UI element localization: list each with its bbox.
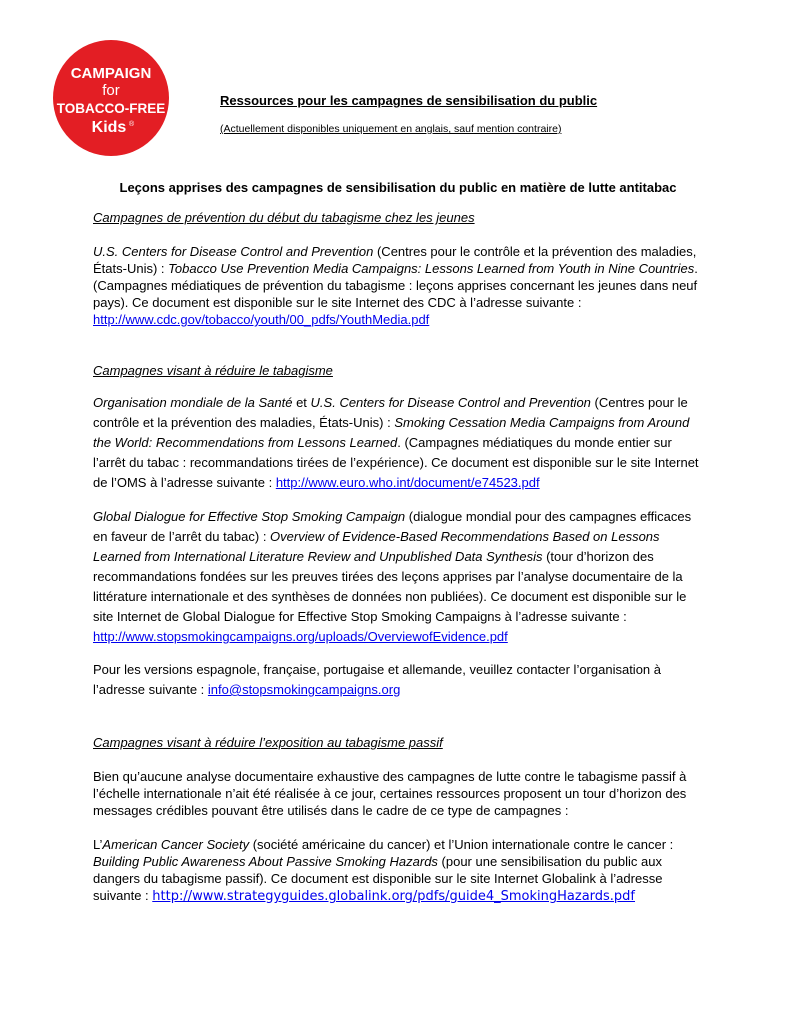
link-who-document[interactable]: http://www.euro.who.int/document/e74523.pdf — [275, 475, 540, 490]
document-title: Smoking Cessation Media Campaigns from Around the World: Recommendations from Lessons Learned — [93, 415, 690, 450]
link-globalink-guide[interactable]: http://www.strategyguides.globalink.org/pdfs/guide4_SmokingHazards.pdf — [152, 889, 636, 904]
section-title-passive-smoking: Campagnes visant à réduire l’exposition au tabagisme passif — [93, 735, 443, 750]
org-name: U.S. Centers for Disease Control and Prevention — [93, 244, 374, 259]
paragraph-text: (société américaine du cancer) et l’Union internationale contre le cancer : — [249, 837, 674, 852]
org-name: U.S. Centers for Disease Control and Prevention — [310, 395, 591, 410]
logo-line-2: for — [102, 82, 120, 99]
document-body — [93, 179, 703, 905]
paragraph-text: (Centres pour le contrôle et la prévention des maladies, États-Unis) : — [93, 244, 697, 276]
logo-registered: ® — [129, 121, 135, 128]
paragraph-text: Pour les versions espagnole, française, portugaise et allemande, veuillez contacter l’organisation à l’adresse suivante : — [93, 662, 661, 697]
logo-mark — [53, 40, 169, 156]
main-heading: Leçons apprises des campagnes de sensibilisation du public en matière de lutte antitabac — [119, 180, 677, 195]
paragraph-text: . (Campagnes médiatiques de prévention du tabagisme : leçons apprises concernant les jeunes dans neuf pays). Ce document est disponible sur le site Internet des CDC à l’adresse suivante : — [93, 261, 698, 310]
paragraph-text: (Centres pour le contrôle et la prévention des maladies, États-Unis) : — [93, 395, 688, 430]
page-subtitle: (Actuellement disponibles uniquement en anglais, sauf mention contraire) — [220, 123, 562, 135]
paragraph-cdc-youth — [93, 243, 703, 328]
paragraph-text: et — [292, 395, 311, 410]
paragraph-acs-uicc — [93, 836, 703, 905]
document-title: Tobacco Use Prevention Media Campaigns: Lessons Learned from Youth in Nine Countries — [168, 261, 695, 276]
logo-line-3: TOBACCO-FREE — [56, 101, 166, 116]
paragraph-text: (tour d’horizon des recommandations fondées sur les preuves tirées des leçons apprises par l’analyse documentaire de la littérature internationale et des synthèses de données non publiées). Ce document est disponible sur le site Internet de Global Dialogue for Effective Stop Smoking Campaigns à l’adresse suivante : — [93, 549, 687, 624]
page-title: Ressources pour les campagnes de sensibilisation du public — [220, 93, 598, 108]
logo-line-4: Kids — [91, 119, 127, 136]
document-title: Overview of Evidence-Based Recommendations Based on Lessons Learned from International Literature Review and Unpublished Data Synthesis — [93, 529, 660, 564]
paragraph-language-versions — [93, 660, 703, 700]
paragraph-global-dialogue — [93, 507, 703, 647]
org-name: American Cancer Society — [102, 837, 250, 852]
paragraph-who-cdc — [93, 393, 703, 493]
paragraph-text: . (Campagnes médiatiques du monde entier sur l’arrêt du tabac : recommandations tirées de l’expérience). Ce document est disponible sur le site Internet de l’OMS à l’adresse suivante : — [93, 435, 699, 490]
paragraph-text: (pour une sensibilisation du public aux dangers du tabagisme passif). Ce document est disponible sur le site Internet Globalink à l’adresse suivante : — [93, 854, 663, 903]
document-title: Building Public Awareness About Passive Smoking Hazards — [93, 854, 438, 869]
email-link[interactable]: info@stopsmokingcampaigns.org — [207, 682, 401, 697]
section-title-youth-prevention: Campagnes de prévention du début du tabagisme chez les jeunes — [93, 210, 475, 225]
logo-line-1: CAMPAIGN — [70, 65, 152, 82]
section-title-reduce-smoking: Campagnes visant à réduire le tabagisme — [93, 363, 333, 378]
org-name: Organisation mondiale de la Santé — [93, 395, 293, 410]
paragraph-text: L’ — [93, 837, 103, 852]
link-cdc-youth-media[interactable]: http://www.cdc.gov/tobacco/youth/00_pdfs/YouthMedia.pdf — [93, 312, 430, 327]
paragraph-text: (dialogue mondial pour des campagnes efficaces en faveur de l’arrêt du tabac) : — [93, 509, 692, 544]
org-name: Global Dialogue for Effective Stop Smoking Campaign — [93, 509, 406, 524]
campaign-logo — [53, 40, 169, 156]
link-overview-of-evidence[interactable]: http://www.stopsmokingcampaigns.org/uploads/OverviewofEvidence.pdf — [93, 629, 508, 644]
paragraph-passive-intro: Bien qu’aucune analyse documentaire exhaustive des campagnes de lutte contre le tabagisme passif à l’échelle internationale n’ait été réalisée à ce jour, certaines ressources proposent un tour d’horizon des messages crédibles pouvant être utilisés dans le cadre de ce type de campagnes : — [93, 769, 687, 818]
